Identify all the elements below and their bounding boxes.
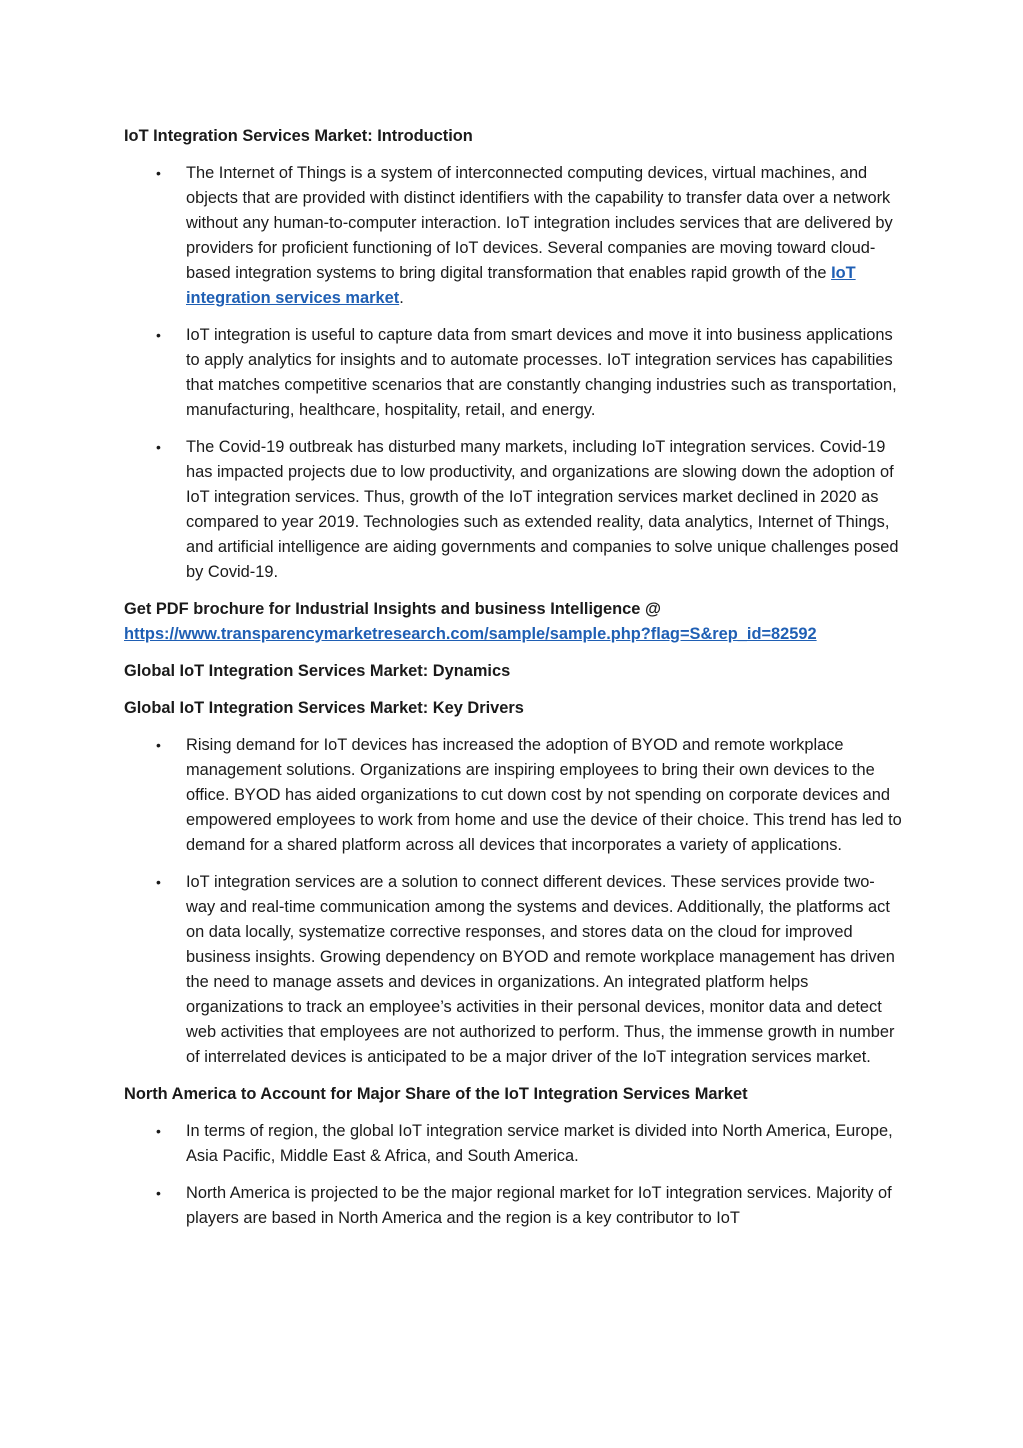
north-america-bullet-1-text: In terms of region, the global IoT integration service market is divided into North America, Europe, Asia Pacific, Middle East & Africa, and South America. bbox=[186, 1122, 893, 1165]
intro-heading: IoT Integration Services Market: Introduction bbox=[124, 127, 473, 145]
list-item bbox=[124, 161, 903, 311]
bullet-icon: • bbox=[156, 1123, 161, 1139]
intro-bullet-2-text: IoT integration is useful to capture data from smart devices and move it into business applications to apply analytics for insights and to automate processes. IoT integration services has capabilities that matches competitive scenarios that are constantly changing industries such as transportation, manufacturing, healthcare, hospitality, retail, and energy. bbox=[186, 326, 897, 419]
bullet-icon: • bbox=[156, 165, 161, 181]
brochure-block bbox=[124, 597, 903, 647]
list-item bbox=[124, 733, 903, 858]
list-item bbox=[124, 435, 903, 585]
bullet-icon: • bbox=[156, 1185, 161, 1201]
bullet-icon: • bbox=[156, 327, 161, 343]
intro-bullet-3-text: The Covid-19 outbreak has disturbed many markets, including IoT integration services. Covid-19 has impacted projects due to low productivity, and organizations are slowing down the adoption of IoT integration services. Thus, growth of the IoT integration services market declined in 2020 as compared to year 2019. Technologies such as extended reality, data analytics, Internet of Things, and artificial intelligence are aiding governments and companies to solve unique challenges posed by Covid-19. bbox=[186, 438, 899, 581]
drivers-bullet-2-text: IoT integration services are a solution to connect different devices. These services provide two-way and real-time communication among the systems and devices. Additionally, the platforms act on data locally, systematize corrective responses, and stores data on the cloud for improved business insights. Growing dependency on BYOD and remote workplace management has driven the need to manage assets and devices in organizations. An integrated platform helps organizations to track an employee’s activities in their personal devices, monitor data and detect web activities that employees are not authorized to perform. Thus, the immense growth in number of interrelated devices is anticipated to be a major driver of the IoT integration services market. bbox=[186, 873, 895, 1066]
list-item bbox=[124, 870, 903, 1070]
bullet-icon: • bbox=[156, 737, 161, 753]
list-item bbox=[124, 1119, 903, 1169]
market-link[interactable]: IoT integration services market bbox=[186, 264, 856, 307]
list-item bbox=[124, 323, 903, 423]
drivers-heading: Global IoT Integration Services Market: Key Drivers bbox=[124, 699, 524, 717]
intro-bullet-1-text: The Internet of Things is a system of interconnected computing devices, virtual machines, and objects that are provided with distinct identifiers with the capability to transfer data over a network without any human-to-computer interaction. IoT integration includes services that are delivered by providers for proficient functioning of IoT devices. Several companies are moving toward cloud-based integration systems to bring digital transformation that enables rapid growth of the bbox=[186, 164, 893, 282]
list-item bbox=[124, 1181, 903, 1231]
north-america-bullet-list bbox=[124, 1119, 903, 1231]
intro-bullet-1-end: . bbox=[399, 289, 404, 307]
intro-bullet-list bbox=[124, 161, 903, 585]
drivers-bullet-list bbox=[124, 733, 903, 1070]
brochure-link[interactable]: https://www.transparencymarketresearch.com/sample/sample.php?flag=S&rep_id=82592 bbox=[124, 625, 817, 643]
bullet-icon: • bbox=[156, 439, 161, 455]
bullet-icon: • bbox=[156, 874, 161, 890]
north-america-heading: North America to Account for Major Share of the IoT Integration Services Market bbox=[124, 1085, 748, 1103]
north-america-bullet-2-text: North America is projected to be the major regional market for IoT integration services. Majority of players are based in North America and the region is a key contributor to IoT bbox=[186, 1184, 892, 1227]
drivers-bullet-1-text: Rising demand for IoT devices has increased the adoption of BYOD and remote workplace management solutions. Organizations are inspiring employees to bring their own devices to the office. BYOD has aided organizations to cut down cost by not spending on corporate devices and empowered employees to work from home and use the device of their choice. This trend has led to demand for a shared platform across all devices that incorporates a variety of applications. bbox=[186, 736, 902, 854]
dynamics-heading: Global IoT Integration Services Market: Dynamics bbox=[124, 662, 511, 680]
brochure-label: Get PDF brochure for Industrial Insights and business Intelligence @ bbox=[124, 600, 661, 618]
